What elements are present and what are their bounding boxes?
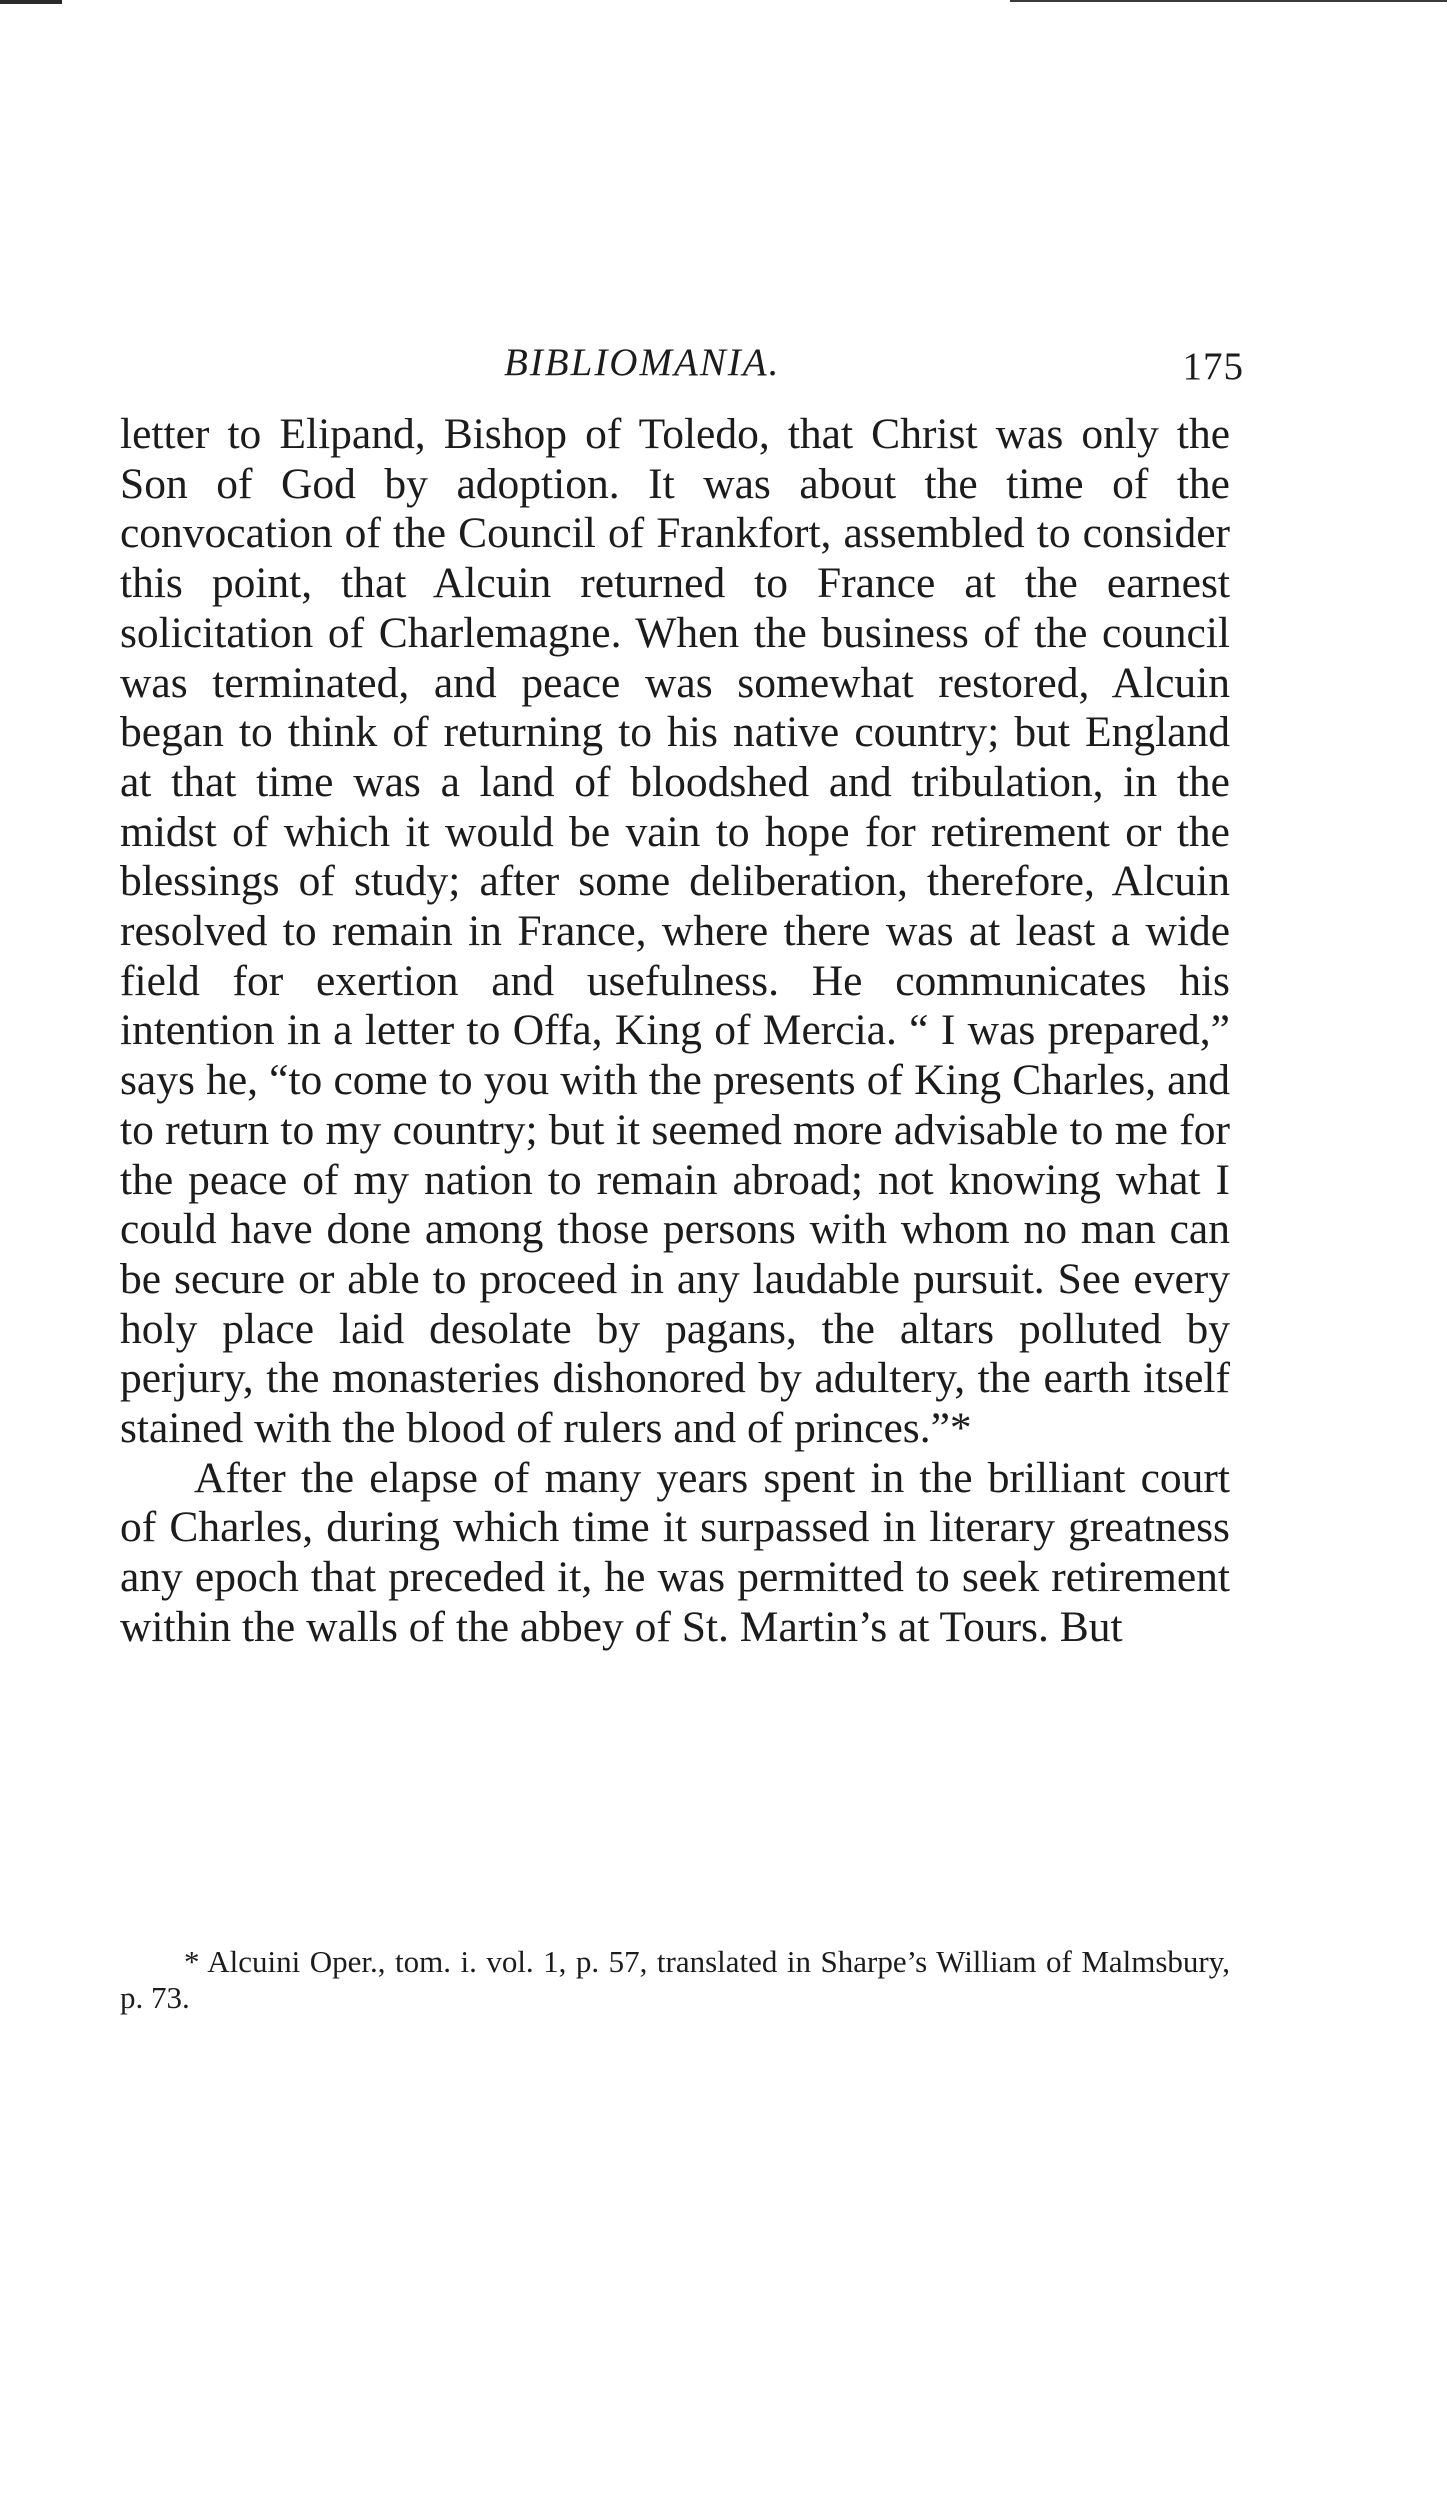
top-right-rule (1010, 0, 1447, 2)
running-title: BIBLIOMANIA. (504, 341, 781, 384)
body-text (120, 410, 1230, 1653)
top-left-rule (0, 0, 62, 4)
page-header (120, 340, 1260, 400)
footnote: * Alcuini Oper., tom. i. vol. 1, p. 57, translated in Sharpe’s William of Malmsbury, p. 73. (120, 1944, 1230, 2015)
paragraph-1: letter to Elipand, Bishop of Toledo, that Christ was only the Son of God by adoption. It was about the time of the convocation of the Council of Frankfort, assembled to consider this point, that Alcuin returned to France at the earnest solicitation of Charlemagne. When the business of the council was terminated, and peace was somewhat restored, Alcuin began to think of returning to his native country; but England at that time was a land of bloodshed and tribulation, in the midst of which it would be vain to hope for retirement or the blessings of study; after some deliberation, therefore, Alcuin resolved to remain in France, where there was at least a wide field for exertion and usefulness. He communicates his intention in a letter to Offa, King of Mercia. “ I was prepared,” says he, “to come to you with the presents of King Charles, and to return to my country; but it seemed more advisable to me for the peace of my nation to remain abroad; not knowing what I could have done among those persons with whom no man can be secure or able to proceed in any laudable pursuit. See every holy place laid desolate by pagans, the altars polluted by perjury, the monasteries dishonored by adultery, the earth itself stained with the blood of rulers and of princes.”* (120, 410, 1230, 1453)
paragraph-2: After the elapse of many years spent in the brilliant court of Charles, during which time it surpassed in literary greatness any epoch that preceded it, he was permitted to seek retirement within the walls of the abbey of St. Martin’s at Tours. But (120, 1453, 1230, 1651)
page-number: 175 (1182, 345, 1244, 388)
